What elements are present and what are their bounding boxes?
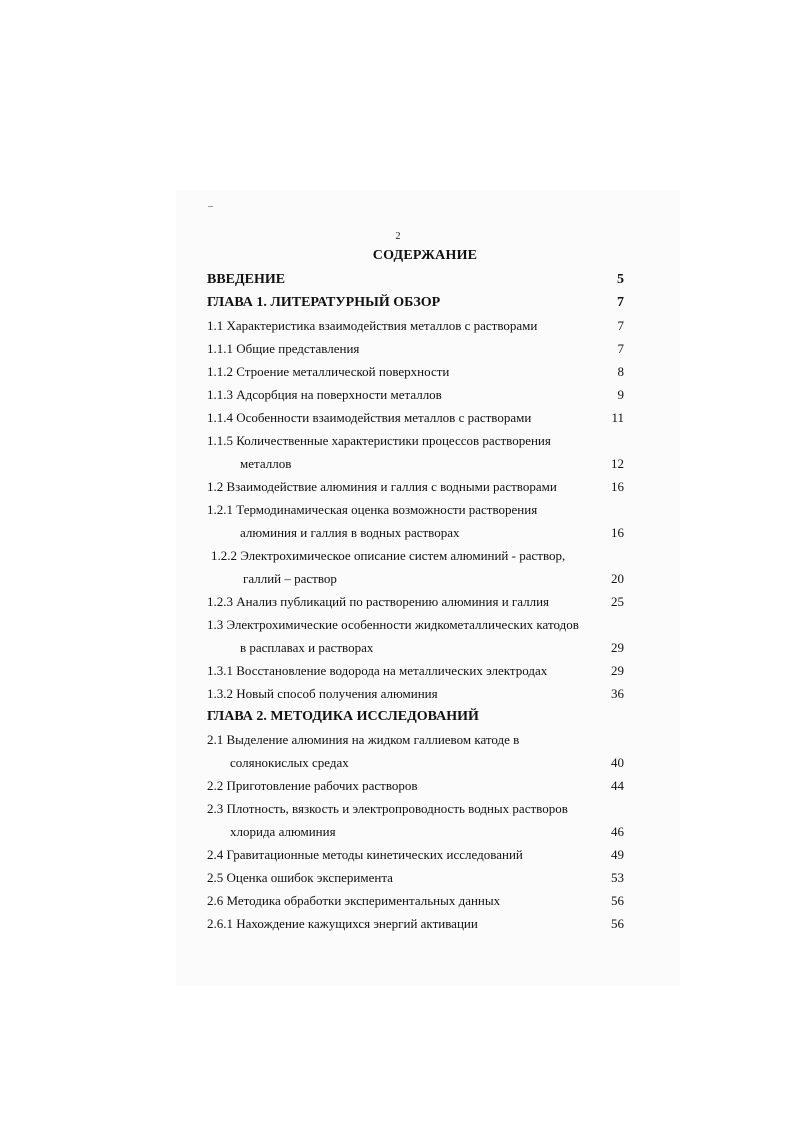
toc-entry-text: металлов (240, 456, 292, 471)
toc-entry-page: 25 (611, 594, 624, 609)
toc-entry-text: 1.2 Взаимодействие алюминия и галлия с водными растворами (207, 479, 557, 494)
toc-entry (0, 615, 795, 635)
toc-entry-text: ГЛАВА 1. ЛИТЕРАТУРНЫЙ ОБЗОР (207, 295, 441, 310)
toc-entry-page: 20 (611, 571, 624, 586)
toc-entry (0, 914, 795, 934)
toc-entry-text: 1.1.3 Адсорбция на поверхности металлов (207, 387, 442, 402)
toc-entry (0, 845, 795, 865)
toc-entry (0, 730, 795, 750)
page-number: 2 (395, 231, 401, 242)
toc-entry (0, 362, 795, 382)
toc-entry (0, 822, 795, 842)
toc-entry-text: 2.3 Плотность, вязкость и электропроводность водных растворов (207, 801, 568, 816)
toc-entry (0, 270, 795, 290)
toc-entry-page: 7 (617, 318, 624, 333)
toc-entry-page: 53 (611, 870, 624, 885)
toc-entry-text: 1.1 Характеристика взаимодействия металлов с растворами (207, 318, 538, 333)
toc-entry (0, 385, 795, 405)
toc-entry-text: 1.1.2 Строение металлической поверхности (207, 364, 450, 379)
toc-entry-text: 2.4 Гравитационные методы кинетических исследований (207, 847, 523, 862)
toc-entry (0, 753, 795, 773)
toc-entry-text: 2.1 Выделение алюминия на жидком галлиевом катоде в (207, 732, 520, 747)
toc-entry (0, 546, 795, 566)
toc-entry (0, 799, 795, 819)
toc-entry-text: в расплавах и растворах (240, 640, 374, 655)
toc-entry-page: 5 (617, 272, 624, 287)
page-title: СОДЕРЖАНИЕ (372, 248, 478, 263)
toc-entry (0, 684, 795, 704)
toc-entry-text: 1.3.1 Восстановление водорода на металлических электродах (207, 663, 548, 678)
toc-entry-page: 29 (611, 663, 624, 678)
toc-entry-page: 11 (611, 410, 624, 425)
toc-entry-text: ГЛАВА 2. МЕТОДИКА ИССЛЕДОВАНИЙ (207, 709, 479, 724)
toc-entry-text: 1.3.2 Новый способ получения алюминия (207, 686, 438, 701)
toc-entry (0, 523, 795, 543)
scan-speck (208, 206, 213, 207)
toc-entry-page: 44 (611, 778, 624, 793)
toc-entry (0, 339, 795, 359)
toc-entry-page: 8 (617, 364, 624, 379)
toc-entry-text: 2.6.1 Нахождение кажущихся энергий активации (207, 916, 478, 931)
toc-entry (0, 500, 795, 520)
toc-entry-page: 40 (611, 755, 624, 770)
toc-entry (0, 477, 795, 497)
toc-entry-page: 56 (611, 893, 624, 908)
toc-entry-text: 1.1.4 Особенности взаимодействия металлов с растворами (207, 410, 532, 425)
toc-entry (0, 776, 795, 796)
toc-entry (0, 408, 795, 428)
toc-entry-text: хлорида алюминия (230, 824, 336, 839)
toc-entry (0, 638, 795, 658)
toc-entry-page: 56 (611, 916, 624, 931)
toc-entry-page: 36 (611, 686, 624, 701)
toc-entry-text: 1.2.3 Анализ публикаций по растворению алюминия и галлия (207, 594, 550, 609)
toc-entry-page: 29 (611, 640, 624, 655)
toc-entry (0, 891, 795, 911)
toc-entry-page: 46 (611, 824, 624, 839)
toc-entry (0, 661, 795, 681)
toc-entry (0, 293, 795, 313)
toc-entry-page: 9 (617, 387, 624, 402)
toc-entry-text: 1.2.2 Электрохимическое описание систем алюминий - раствор, (211, 548, 566, 563)
toc-entry (0, 592, 795, 612)
toc-entry-page: 12 (611, 456, 624, 471)
toc-entry (0, 569, 795, 589)
toc-entry-text: 1.1.1 Общие представления (207, 341, 360, 356)
toc-entry-text: 1.1.5 Количественные характеристики процессов растворения (207, 433, 551, 448)
toc-entry (0, 707, 795, 727)
toc-entry (0, 316, 795, 336)
toc-entry-page: 7 (617, 295, 624, 310)
toc-entry-text: солянокислых средах (230, 755, 349, 770)
toc-entry-text: 1.3 Электрохимические особенности жидкометаллических катодов (207, 617, 579, 632)
toc-entry-page: 16 (611, 525, 624, 540)
toc-entry-text: алюминия и галлия в водных растворах (240, 525, 460, 540)
toc-entry-text: 2.6 Методика обработки экспериментальных данных (207, 893, 501, 908)
toc-entry (0, 431, 795, 451)
toc-entry-text: 1.2.1 Термодинамическая оценка возможности растворения (207, 502, 538, 517)
toc-entry-page: 16 (611, 479, 624, 494)
toc-entry-text: 2.2 Приготовление рабочих растворов (207, 778, 418, 793)
toc-entry (0, 454, 795, 474)
toc-entry-text: галлий – раствор (243, 571, 337, 586)
toc-entry-text: 2.5 Оценка ошибок эксперимента (207, 870, 393, 885)
toc-entry-text: ВВЕДЕНИЕ (207, 272, 286, 287)
toc-entry-page: 49 (611, 847, 624, 862)
toc-entry-page: 7 (617, 341, 624, 356)
toc-entry (0, 868, 795, 888)
